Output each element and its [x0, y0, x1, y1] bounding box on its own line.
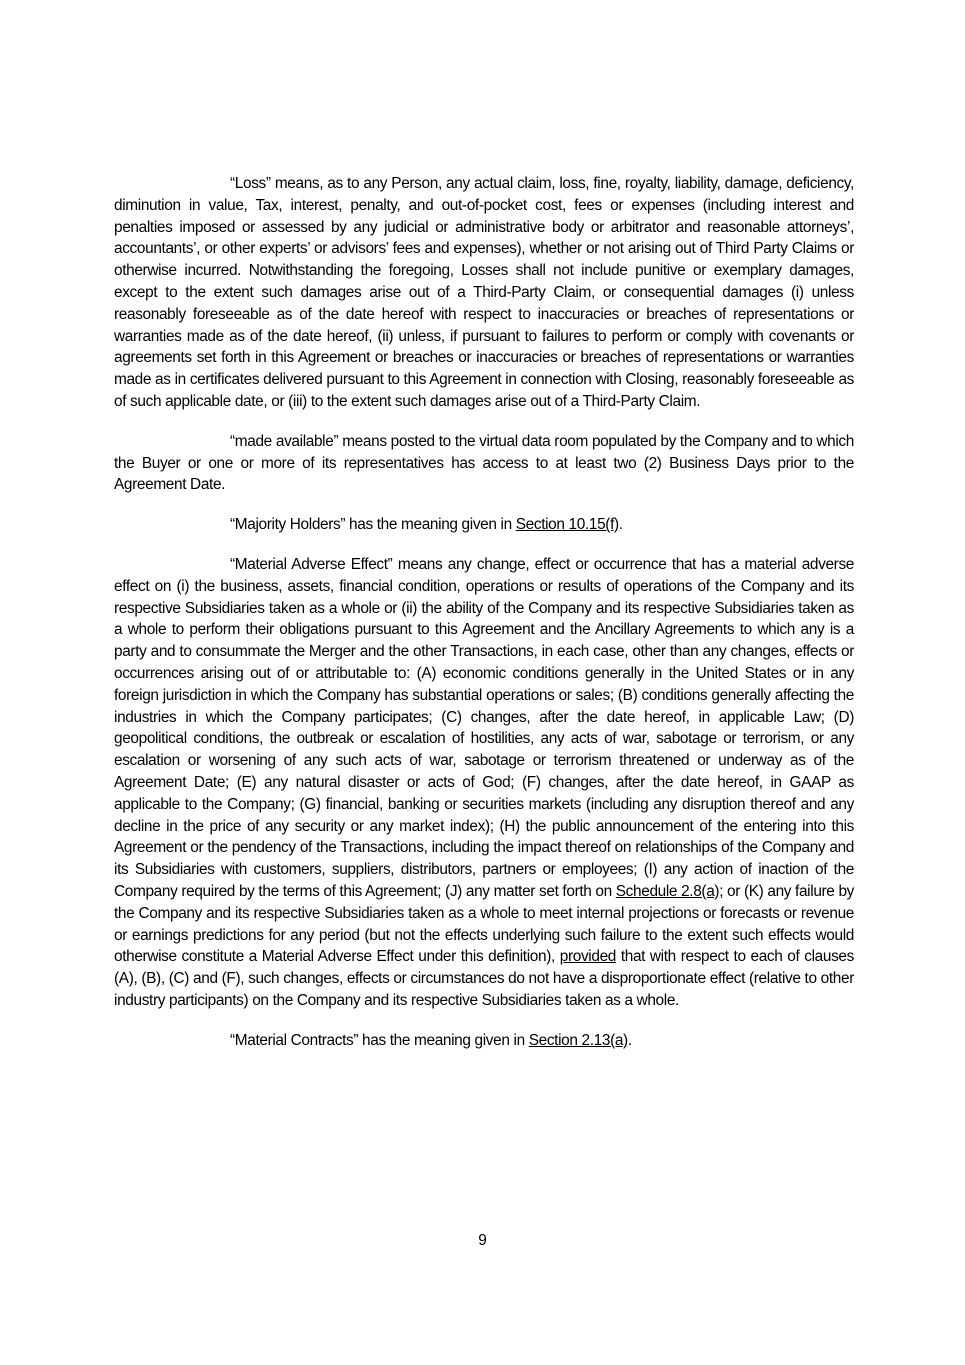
majority-holders-prefix: “Majority Holders” has the meaning given in: [230, 516, 516, 534]
schedule-reference-link: Schedule 2.8(a): [615, 882, 720, 900]
mae-text-part-1: “Material Adverse Effect” means any change, effect or occurrence that has a material adverse effect on (i) the business, assets, financial condition, operations or results of operations of the Company and its respective Subsidiaries taken as a whole or (ii) the ability of the Company and its respective Subsidiaries taken as a whole to perform their obligations pursuant to this Agreement and the Ancillary Agreements to which any is a party and to consummate the Merger and the other Transactions, in each case, other than any changes, effects or occurrences arising out of or attributable to: (A) economic conditions generally in the United States or in any foreign jurisdiction in which the Company has substantial operations or sales; (B) conditions generally affecting the industries in which the Company participates; (C) changes, after the date hereof, in applicable Law; (D) geopolitical conditions, the outbreak or escalation of hostilities, any acts of war, sabotage or terrorism, or any escalation or worsening of any such acts of war, sabotage or terrorism threatened or underway as of the Agreement Date; (E) any natural disaster or acts of God; (F) changes, after the date hereof, in GAAP as applicable to the Company; (G) financial, banking or securities markets (including any disruption thereof and any decline in the price of any security or any market index); (H) the public announcement of the entering into this Agreement or the pendency of the Transactions, including the impact thereof on relationships of the Company and its Subsidiaries with customers, suppliers, distributors, partners or employees; (I) any action of inaction of the Company required by the terms of this Agreement; (J) any matter set forth on: [114, 555, 854, 900]
document-body: [114, 173, 854, 1069]
definition-loss: “Loss” means, as to any Person, any actual claim, loss, fine, royalty, liability, damage, deficiency, diminution in value, Tax, interest, penalty, and out-of-pocket cost, fees or expenses (including interest and penalties imposed or assessed by any judicial or administrative body or arbitrator and reasonable attorneys’, accountants’, or other experts’ or advisors’ fees and expenses), whether or not arising out of Third Party Claims or otherwise incurred. Notwithstanding the foregoing, Losses shall not include punitive or exemplary damages, except to the extent such damages arise out of a Third-Party Claim, or consequential damages (i) unless reasonably foreseeable as of the date hereof with respect to inaccuracies or breaches of representations or warranties made as of the date hereof, (ii) unless, if pursuant to failures to perform or comply with covenants or agreements set forth in this Agreement or breaches or inaccuracies or breaches of representations or warranties made as in certificates delivered pursuant to this Agreement in connection with Closing, reasonably foreseeable as of such applicable date, or (iii) to the extent such damages arise out of a Third-Party Claim.: [114, 175, 854, 410]
definition-majority-holders: [114, 514, 854, 536]
provided-term: provided: [559, 948, 616, 966]
definition-material-adverse-effect: [114, 554, 854, 1012]
definition-made-available: “made available” means posted to the virtual data room populated by the Company and to which the Buyer or one or more of its representatives has access to at least two (2) Business Days prior to the Agreement Date.: [114, 432, 854, 494]
mae-text-part-2: ; or (K) any failure by the Company and its respective Subsidiaries taken as a whole to meet internal projections or forecasts or revenue or earnings predictions for any period (but not the effects underlying such failure to the extent such effects would otherwise constitute a Material Adverse Effect under this definition),: [114, 882, 855, 966]
page-number: 9: [478, 1232, 487, 1249]
section-reference-link: Section 10.15(f): [515, 516, 619, 534]
material-contracts-suffix: .: [627, 1031, 632, 1049]
mae-text-part-3: that with respect to each of clauses (A), (B), (C) and (F), such changes, effects or circumstances do not have a disproportionate effect (relative to other industry participants) on the Company and its respective Subsidiaries taken as a whole.: [114, 948, 854, 1009]
majority-holders-suffix: .: [618, 516, 623, 534]
section-reference-link: Section 2.13(a): [528, 1031, 628, 1049]
definition-material-contracts: [114, 1030, 854, 1052]
material-contracts-prefix: “Material Contracts” has the meaning given in: [230, 1031, 529, 1049]
